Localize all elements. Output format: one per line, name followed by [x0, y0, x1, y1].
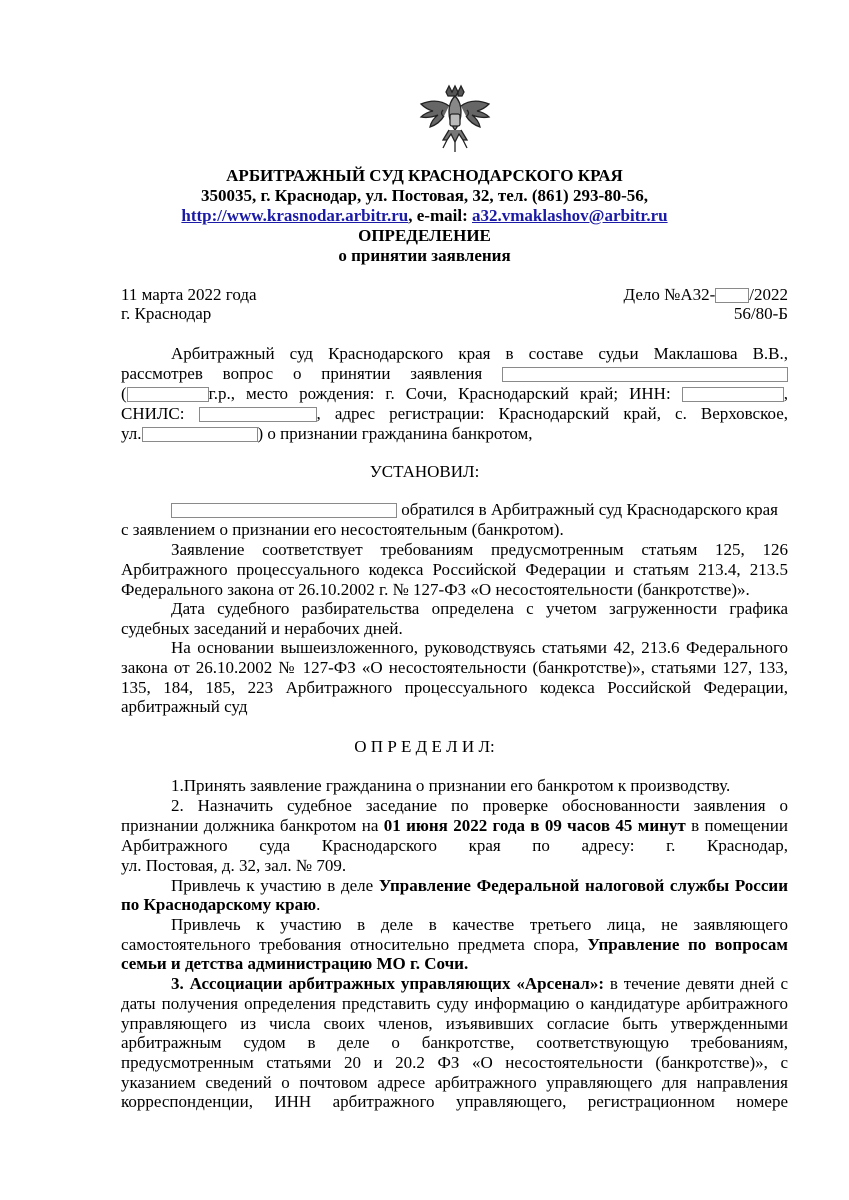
item-2-line-2: признании должника банкротом на 01 июня 2022 года в 09 часов 45 минут в помещении: [121, 816, 788, 835]
item-2-line-3: Арбитражного суда Краснодарского края по адресу: г. Краснодар,: [121, 836, 788, 855]
paragraph-5-line-2: по Краснодарскому краю.: [121, 895, 321, 914]
ustanovil-p3-line-2: судебных заседаний и нерабочих дней.: [121, 619, 403, 638]
coat-of-arms-emblem: [413, 82, 497, 166]
court-name: АРБИТРАЖНЫЙ СУД КРАСНОДАРСКОГО КРАЯ: [226, 166, 623, 185]
item-2-line-1: 2. Назначить судебное заседание по проверке обоснованности заявления о: [171, 796, 788, 815]
ustanovil-heading: УСТАНОВИЛ:: [369, 462, 480, 481]
redaction-box: [142, 427, 258, 442]
item-3-line-3: управляющего из числа своих членов, изъявивших согласие быть утвержденными: [121, 1014, 788, 1033]
document-city: г. Краснодар: [121, 304, 212, 323]
ustanovil-p4-line-4: арбитражный суд: [121, 697, 248, 716]
hearing-datetime: 01 июня 2022 года в 09 часов 45 минут: [383, 816, 686, 835]
item-3-line-6: указанием сведений о почтовом адресе арбитражного управляющего для направления: [121, 1073, 788, 1092]
ustanovil-p4-line-3: 135, 184, 185, 223 Арбитражного процессуального кодекса Российской Федерации,: [121, 678, 788, 697]
email-label: , e-mail:: [408, 206, 472, 225]
ustanovil-p2-line-1: Заявление соответствует требованиям предусмотренным статьям 125, 126: [171, 540, 788, 559]
ustanovil-p4-line-2: закона от 26.10.2002 № 127-ФЗ «О несостоятельности (банкротстве)», статьями 127, 133,: [121, 658, 788, 677]
redaction-box: [715, 288, 749, 303]
redaction-box: [502, 367, 788, 382]
ustanovil-p4-line-1: На основании вышеизложенного, руководствуясь статьями 42, 213.6 Федерального: [171, 638, 788, 657]
paragraph-6-line-3: семьи и детства администрацию МО г. Сочи.: [121, 954, 469, 973]
document-date: 11 марта 2022 года: [121, 285, 257, 304]
ustanovil-p1-line-1: обратился в Арбитражный суд Краснодарского края: [171, 500, 788, 519]
redaction-box: [199, 407, 317, 422]
ustanovil-p3-line-1: Дата судебного разбирательства определена с учетом загруженности графика: [171, 599, 788, 618]
document-subtitle: о принятии заявления: [338, 246, 511, 265]
paragraph-6-line-2: самостоятельного требования относительно предмета спора, Управление по вопросам: [121, 935, 788, 954]
intro-line-1: Арбитражный суд Краснодарского края в составе судьи Маклашова В.В.,: [171, 344, 788, 363]
case-sub-number: 56/80-Б: [733, 304, 788, 323]
intro-line-2: рассмотрев вопрос о принятии заявления: [121, 364, 788, 383]
item-3-line-1: 3. Ассоциации арбитражных управляющих «Арсенал»: в течение девяти дней с: [171, 974, 788, 993]
case-number: [624, 285, 788, 304]
redaction-box: [127, 387, 209, 402]
item-2-line-4: ул. Постовая, д. 32, зал. № 709.: [121, 856, 347, 875]
item-1: 1.Принять заявление гражданина о признании его банкротом к производству.: [171, 776, 731, 795]
email-link[interactable]: a32.vmaklashov@arbitr.ru: [472, 206, 668, 225]
redaction-box: [171, 503, 397, 518]
case-suffix: /2022: [749, 285, 788, 304]
item-3-line-4: арбитражным судом в деле о банкротстве, соответствующую требованиям,: [121, 1033, 788, 1052]
paragraph-6-line-1: Привлечь к участию в деле в качестве третьего лица, не заявляющего: [171, 915, 788, 934]
item-3-line-5: предусмотренным статьями 20 и 20.2 ФЗ «О несостоятельности (банкротстве)», с: [121, 1053, 788, 1072]
intro-line-5: ул. ) о признании гражданина банкротом,: [121, 424, 533, 443]
ustanovil-p2-line-3: Федерального закона от 26.10.2002 г. № 127-ФЗ «О несостоятельности (банкротстве)».: [121, 580, 750, 599]
case-prefix: Дело №А32-: [623, 285, 716, 304]
ustanovil-p2-line-2: Арбитражного процессуального кодекса Российской Федерации и статьям 213.4, 213.5: [121, 560, 788, 579]
contacts-line: [0, 206, 849, 225]
item-3-line-7: корреспонденции, ИНН арбитражного управляющего, регистрационном номере: [121, 1092, 788, 1111]
ustanovil-p1-line-2: с заявлением о признании его несостоятельным (банкротом).: [121, 520, 564, 539]
item-3-line-2: даты получения определения представить суду информацию о кандидатуре арбитражного: [121, 994, 788, 1013]
website-link[interactable]: http://www.krasnodar.arbitr.ru: [181, 206, 409, 225]
opredelil-heading: О П Р Е Д Е Л И Л:: [354, 737, 495, 756]
intro-line-4: СНИЛС: , адрес регистрации: Краснодарский край, с. Верховское,: [121, 404, 789, 423]
court-address: 350035, г. Краснодар, ул. Постовая, 32, тел. (861) 293-80-56,: [200, 186, 649, 205]
redaction-box: [682, 387, 784, 402]
paragraph-5-line-1: Привлечь к участию в деле Управление Федеральной налоговой службы России: [171, 876, 788, 895]
intro-line-3: ( г.р., место рождения: г. Сочи, Краснодарский край; ИНН: ,: [121, 384, 789, 403]
document-type: ОПРЕДЕЛЕНИЕ: [358, 226, 491, 245]
